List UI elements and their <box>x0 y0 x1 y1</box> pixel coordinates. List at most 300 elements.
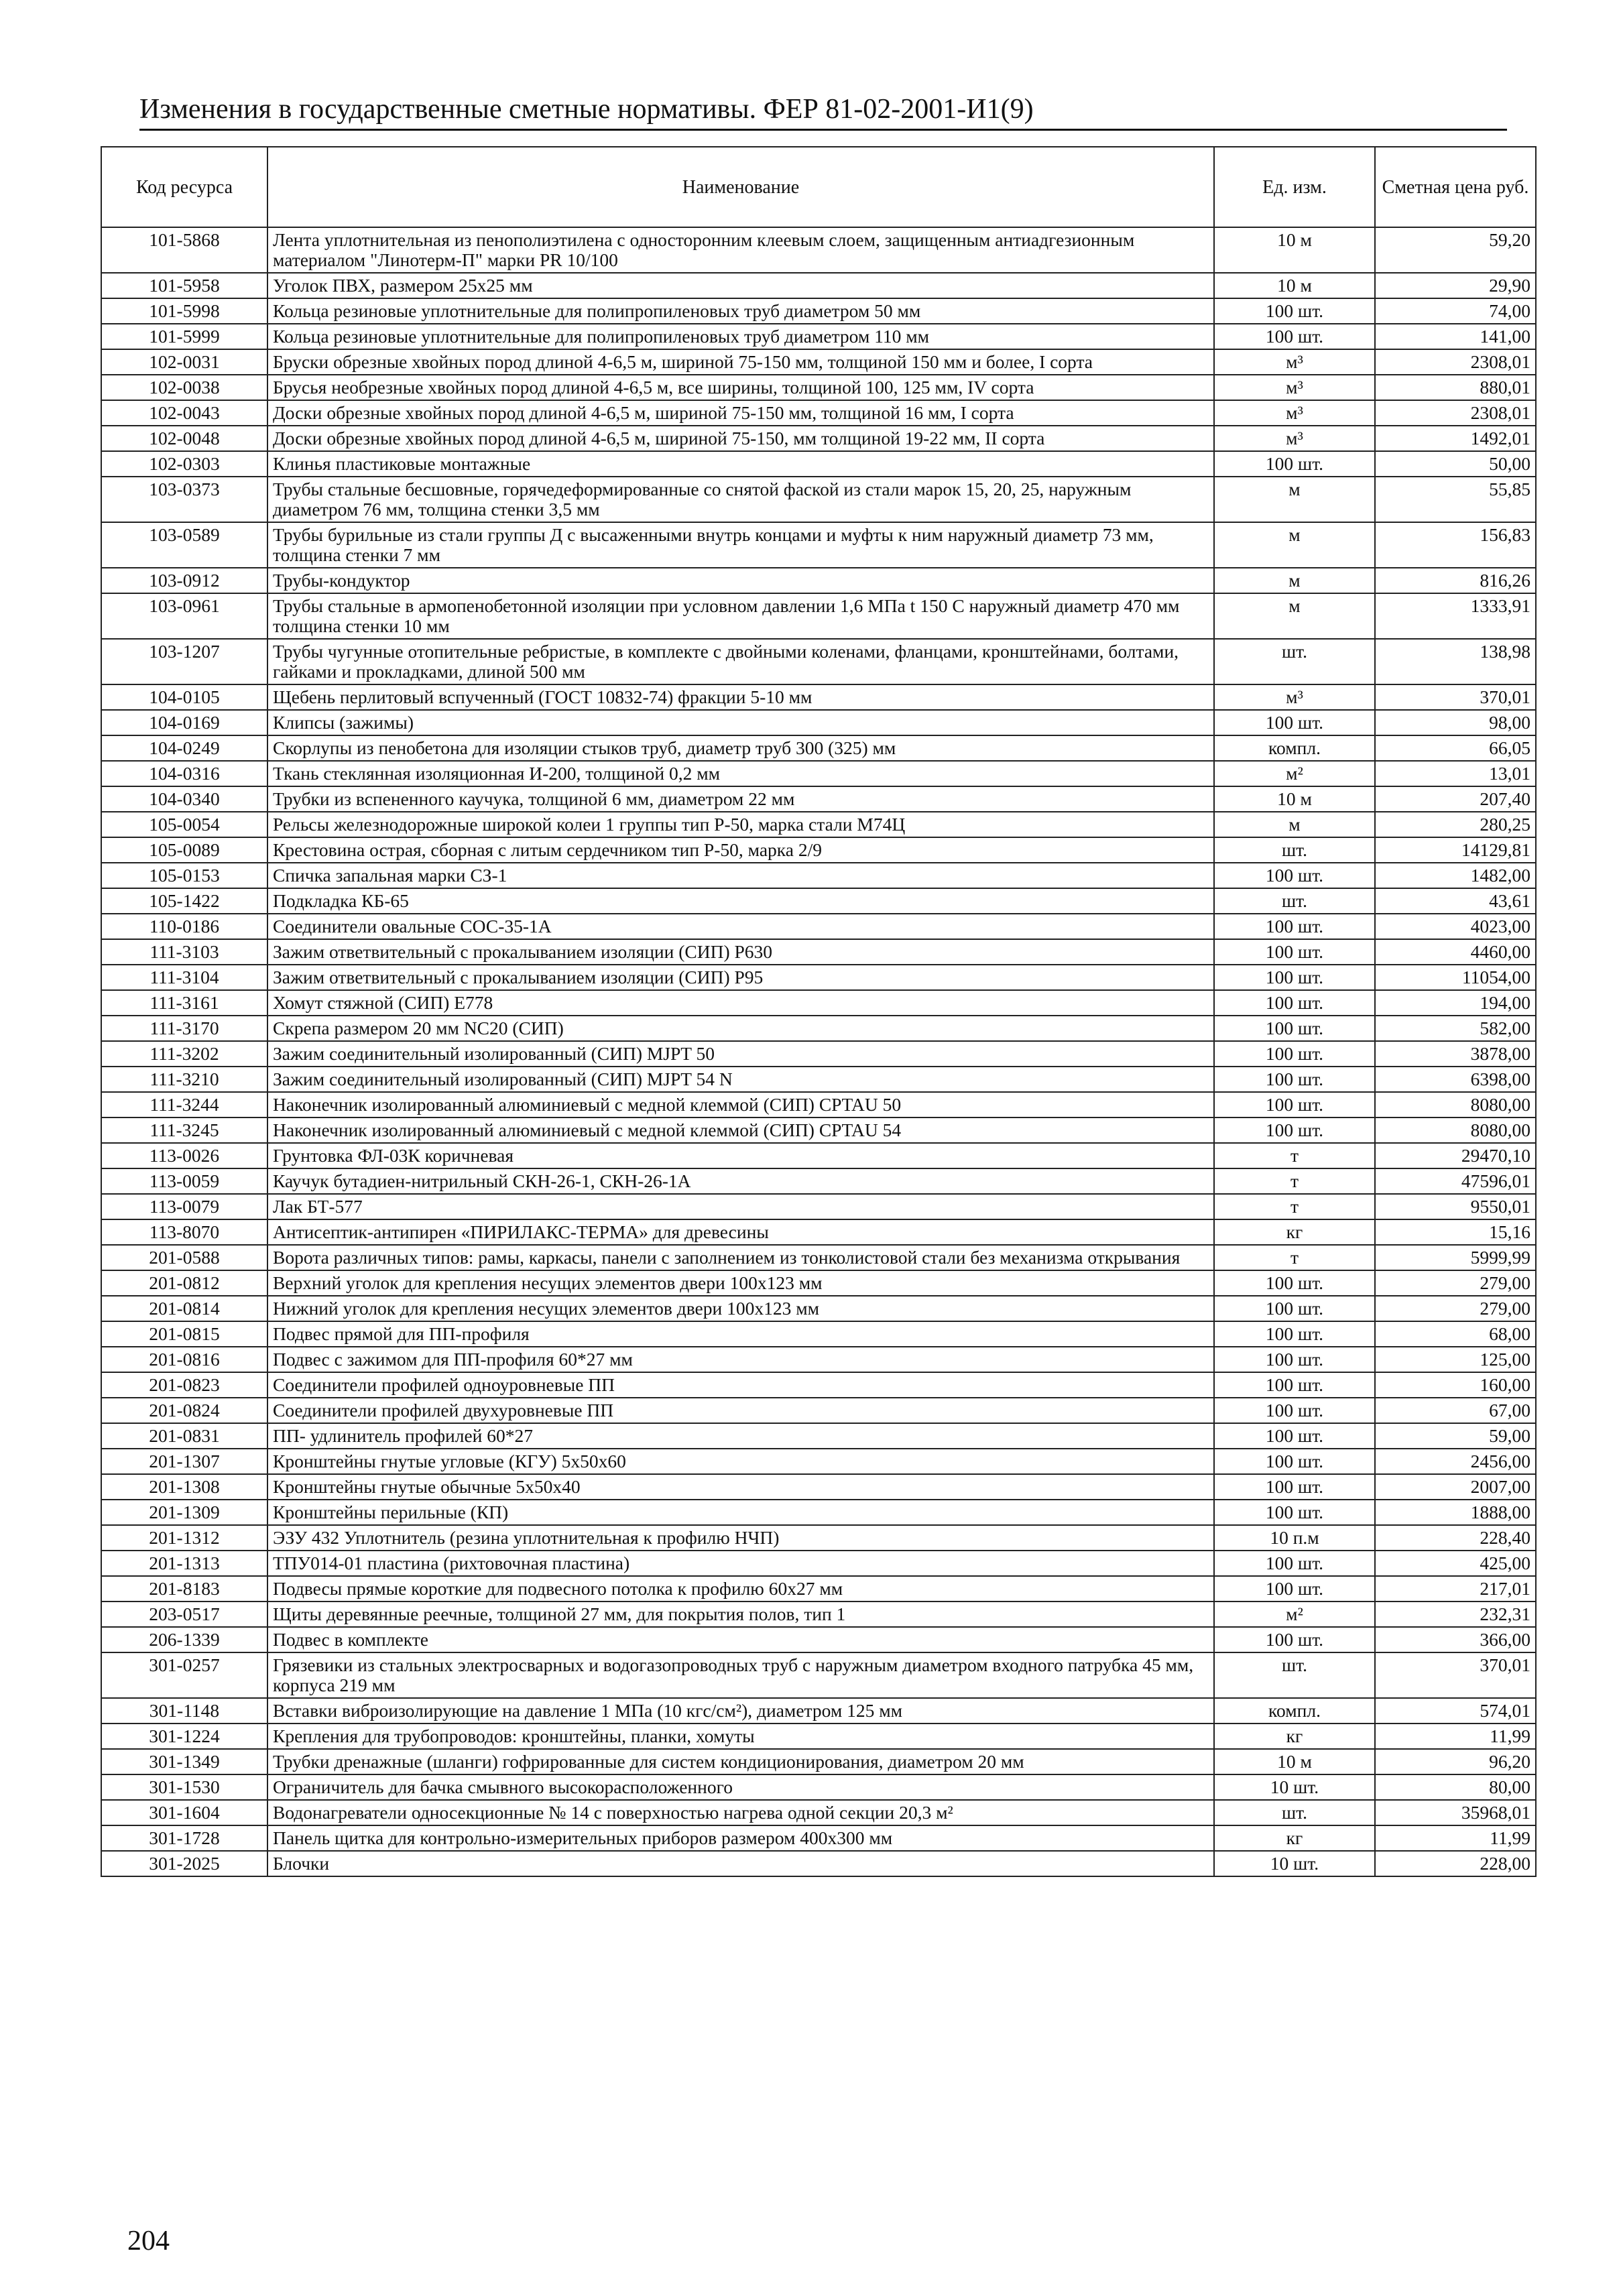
cell-price: 232,31 <box>1375 1602 1536 1627</box>
cell-unit: м <box>1214 593 1375 639</box>
cell-unit: компл. <box>1214 735 1375 761</box>
table-row <box>101 684 1536 710</box>
table-row <box>101 888 1536 914</box>
cell-name: Подвес прямой для ПП-профиля <box>267 1321 1214 1347</box>
table-row <box>101 812 1536 837</box>
cell-name: Спичка запальная марки СЗ-1 <box>267 863 1214 888</box>
cell-name: Зажим ответвительный с прокалыванием изоляции (СИП) Р95 <box>267 965 1214 990</box>
cell-name: Грунтовка ФЛ-03К коричневая <box>267 1143 1214 1168</box>
table-row <box>101 1372 1536 1398</box>
table-body <box>101 227 1536 1876</box>
cell-code: 201-0815 <box>101 1321 267 1347</box>
cell-unit: 100 шт. <box>1214 1627 1375 1652</box>
cell-unit: 100 шт. <box>1214 451 1375 477</box>
cell-code: 201-0824 <box>101 1398 267 1423</box>
cell-name: Наконечник изолированный алюминиевый с медной клеммой (СИП) CPTAU 54 <box>267 1117 1214 1143</box>
cell-name: Зажим ответвительный с прокалыванием изоляции (СИП) Р630 <box>267 939 1214 965</box>
cell-name: Лак БТ-577 <box>267 1194 1214 1219</box>
cell-name: Кольца резиновые уплотнительные для полипропиленовых труб диаметром 110 мм <box>267 324 1214 349</box>
cell-name: Соединители профилей одноуровневые ПП <box>267 1372 1214 1398</box>
cell-price: 2308,01 <box>1375 400 1536 426</box>
cell-unit: 100 шт. <box>1214 1576 1375 1602</box>
cell-name: Грязевики из стальных электросварных и водогазопроводных труб с наружным диаметром входного патрубка 45 мм, корпуса 219 мм <box>267 1652 1214 1698</box>
table-row <box>101 939 1536 965</box>
table-row <box>101 1800 1536 1825</box>
cell-price: 4460,00 <box>1375 939 1536 965</box>
table-row <box>101 1500 1536 1525</box>
cell-unit: м³ <box>1214 349 1375 375</box>
cell-price: 6398,00 <box>1375 1067 1536 1092</box>
cell-price: 11,99 <box>1375 1724 1536 1749</box>
cell-name: Водонагреватели односекционные № 14 с поверхностью нагрева одной секции 20,3 м² <box>267 1800 1214 1825</box>
cell-name: ТПУ014-01 пластина (рихтовочная пластина) <box>267 1551 1214 1576</box>
table-row <box>101 1168 1536 1194</box>
table-row <box>101 1525 1536 1551</box>
cell-price: 366,00 <box>1375 1627 1536 1652</box>
cell-price: 1333,91 <box>1375 593 1536 639</box>
table-row <box>101 761 1536 786</box>
cell-name: Скрепа размером 20 мм NC20 (СИП) <box>267 1016 1214 1041</box>
cell-name: Трубки из вспененного каучука, толщиной 6 мм, диаметром 22 мм <box>267 786 1214 812</box>
table-row <box>101 1474 1536 1500</box>
cell-code: 201-1312 <box>101 1525 267 1551</box>
table-row <box>101 568 1536 593</box>
table-row <box>101 1219 1536 1245</box>
cell-price: 8080,00 <box>1375 1092 1536 1117</box>
cell-code: 301-1728 <box>101 1825 267 1851</box>
cell-name: Трубы стальные бесшовные, горячедеформированные со снятой фаской из стали марок 15, 20, 25, наружным диаметром 76 мм, толщина стенки 3,5 мм <box>267 477 1214 522</box>
cell-code: 201-8183 <box>101 1576 267 1602</box>
cell-code: 102-0048 <box>101 426 267 451</box>
cell-unit: 100 шт. <box>1214 1449 1375 1474</box>
cell-unit: 100 шт. <box>1214 1067 1375 1092</box>
cell-code: 111-3103 <box>101 939 267 965</box>
cell-name: Трубы-кондуктор <box>267 568 1214 593</box>
cell-name: Ворота различных типов: рамы, каркасы, панели с заполнением из тонколистовой стали без механизма открывания <box>267 1245 1214 1270</box>
cell-name: Ткань стеклянная изоляционная И-200, толщиной 0,2 мм <box>267 761 1214 786</box>
cell-name: Трубки дренажные (шланги) гофрированные для систем кондиционирования, диаметром 20 мм <box>267 1749 1214 1774</box>
cell-name: Рельсы железнодорожные широкой колеи 1 группы тип Р-50, марка стали М74Ц <box>267 812 1214 837</box>
cell-code: 203-0517 <box>101 1602 267 1627</box>
cell-price: 207,40 <box>1375 786 1536 812</box>
page-header-title: Изменения в государственные сметные нормативы. ФЕР 81-02-2001-И1(9) <box>139 93 1507 131</box>
table-row <box>101 298 1536 324</box>
cell-unit: 100 шт. <box>1214 1092 1375 1117</box>
cell-code: 104-0340 <box>101 786 267 812</box>
cell-unit: компл. <box>1214 1698 1375 1724</box>
cell-code: 102-0043 <box>101 400 267 426</box>
cell-name: Крестовина острая, сборная с литым сердечником тип Р-50, марка 2/9 <box>267 837 1214 863</box>
cell-unit: 100 шт. <box>1214 1347 1375 1372</box>
table-row <box>101 1067 1536 1092</box>
page-number: 204 <box>127 2226 170 2256</box>
cell-unit: м <box>1214 812 1375 837</box>
cell-name: Трубы бурильные из стали группы Д с высаженными внутрь концами и муфты к ним наружный диаметр 73 мм, толщина стенки 7 мм <box>267 522 1214 568</box>
cell-code: 105-0153 <box>101 863 267 888</box>
cell-code: 201-0588 <box>101 1245 267 1270</box>
cell-price: 138,98 <box>1375 639 1536 684</box>
column-header-code: Код ресурса <box>101 147 267 227</box>
cell-code: 104-0316 <box>101 761 267 786</box>
cell-unit: шт. <box>1214 837 1375 863</box>
cell-code: 101-5958 <box>101 273 267 298</box>
cell-name: Вставки виброизолирующие на давление 1 МПа (10 кгс/см²), диаметром 125 мм <box>267 1698 1214 1724</box>
cell-name: Подкладка КБ-65 <box>267 888 1214 914</box>
cell-name: Скорлупы из пенобетона для изоляции стыков труб, диаметр труб 300 (325) мм <box>267 735 1214 761</box>
cell-unit: 10 м <box>1214 227 1375 273</box>
cell-name: Кольца резиновые уплотнительные для полипропиленовых труб диаметром 50 мм <box>267 298 1214 324</box>
cell-code: 301-0257 <box>101 1652 267 1698</box>
cell-code: 201-1313 <box>101 1551 267 1576</box>
cell-unit: 100 шт. <box>1214 914 1375 939</box>
cell-name: Блочки <box>267 1851 1214 1876</box>
cell-unit: м² <box>1214 1602 1375 1627</box>
table-row <box>101 227 1536 273</box>
cell-name: Кронштейны перильные (КП) <box>267 1500 1214 1525</box>
cell-price: 4023,00 <box>1375 914 1536 939</box>
table-row <box>101 639 1536 684</box>
cell-price: 43,61 <box>1375 888 1536 914</box>
table-row <box>101 1749 1536 1774</box>
cell-name: Нижний уголок для крепления несущих элементов двери 100х123 мм <box>267 1296 1214 1321</box>
cell-name: Кронштейны гнутые обычные 5х50х40 <box>267 1474 1214 1500</box>
cell-price: 880,01 <box>1375 375 1536 400</box>
cell-unit: м³ <box>1214 426 1375 451</box>
cell-code: 110-0186 <box>101 914 267 939</box>
cell-code: 201-0823 <box>101 1372 267 1398</box>
cell-unit: 10 п.м <box>1214 1525 1375 1551</box>
cell-code: 102-0303 <box>101 451 267 477</box>
cell-unit: шт. <box>1214 639 1375 684</box>
cell-code: 201-1307 <box>101 1449 267 1474</box>
cell-unit: т <box>1214 1194 1375 1219</box>
cell-code: 111-3161 <box>101 990 267 1016</box>
cell-code: 111-3245 <box>101 1117 267 1143</box>
cell-code: 103-0373 <box>101 477 267 522</box>
cell-price: 11054,00 <box>1375 965 1536 990</box>
cell-price: 50,00 <box>1375 451 1536 477</box>
cell-code: 104-0169 <box>101 710 267 735</box>
table-row <box>101 477 1536 522</box>
cell-name: Клинья пластиковые монтажные <box>267 451 1214 477</box>
cell-code: 301-2025 <box>101 1851 267 1876</box>
cell-code: 201-0816 <box>101 1347 267 1372</box>
cell-unit: 100 шт. <box>1214 1296 1375 1321</box>
cell-price: 11,99 <box>1375 1825 1536 1851</box>
cell-name: Хомут стяжной (СИП) Е778 <box>267 990 1214 1016</box>
cell-name: Щебень перлитовый вспученный (ГОСТ 10832-74) фракции 5-10 мм <box>267 684 1214 710</box>
cell-unit: кг <box>1214 1825 1375 1851</box>
cell-price: 35968,01 <box>1375 1800 1536 1825</box>
cell-unit: 100 шт. <box>1214 1041 1375 1067</box>
cell-price: 80,00 <box>1375 1774 1536 1800</box>
table-row <box>101 1652 1536 1698</box>
cell-price: 68,00 <box>1375 1321 1536 1347</box>
cell-name: Зажим соединительный изолированный (СИП) MJPT 50 <box>267 1041 1214 1067</box>
cell-name: Крепления для трубопроводов: кронштейны, планки, хомуты <box>267 1724 1214 1749</box>
cell-code: 103-1207 <box>101 639 267 684</box>
cell-unit: м <box>1214 477 1375 522</box>
cell-unit: 100 шт. <box>1214 1398 1375 1423</box>
column-header-price: Сметная цена руб. <box>1375 147 1536 227</box>
cell-price: 59,00 <box>1375 1423 1536 1449</box>
cell-code: 113-8070 <box>101 1219 267 1245</box>
table-row <box>101 426 1536 451</box>
cell-price: 29470,10 <box>1375 1143 1536 1168</box>
cell-code: 101-5998 <box>101 298 267 324</box>
cell-code: 113-0059 <box>101 1168 267 1194</box>
cell-name: Доски обрезные хвойных пород длиной 4-6,5 м, шириной 75-150, мм толщиной 19-22 мм, II сорта <box>267 426 1214 451</box>
cell-price: 279,00 <box>1375 1296 1536 1321</box>
table-row <box>101 965 1536 990</box>
cell-price: 15,16 <box>1375 1219 1536 1245</box>
cell-price: 96,20 <box>1375 1749 1536 1774</box>
cell-price: 55,85 <box>1375 477 1536 522</box>
table-row <box>101 1627 1536 1652</box>
cell-unit: 10 шт. <box>1214 1851 1375 1876</box>
cell-code: 111-3202 <box>101 1041 267 1067</box>
table-row <box>101 522 1536 568</box>
cell-price: 47596,01 <box>1375 1168 1536 1194</box>
cell-code: 105-1422 <box>101 888 267 914</box>
table-row <box>101 1041 1536 1067</box>
cell-code: 103-0961 <box>101 593 267 639</box>
cell-price: 1888,00 <box>1375 1500 1536 1525</box>
table-row <box>101 1117 1536 1143</box>
cell-name: Антисептик-антипирен «ПИРИЛАКС-ТЕРМА» для древесины <box>267 1219 1214 1245</box>
table-row <box>101 400 1536 426</box>
cell-price: 2007,00 <box>1375 1474 1536 1500</box>
table-row <box>101 324 1536 349</box>
cell-code: 103-0589 <box>101 522 267 568</box>
cell-unit: 100 шт. <box>1214 965 1375 990</box>
cell-unit: 100 шт. <box>1214 1016 1375 1041</box>
cell-price: 582,00 <box>1375 1016 1536 1041</box>
cell-unit: 10 шт. <box>1214 1774 1375 1800</box>
table-row <box>101 1092 1536 1117</box>
cell-unit: 100 шт. <box>1214 1270 1375 1296</box>
cell-code: 301-1530 <box>101 1774 267 1800</box>
cell-name: Доски обрезные хвойных пород длиной 4-6,5 м, шириной 75-150 мм, толщиной 16 мм, I сорта <box>267 400 1214 426</box>
cell-unit: м³ <box>1214 684 1375 710</box>
table-row <box>101 1551 1536 1576</box>
cell-name: Ограничитель для бачка смывного высокорасположенного <box>267 1774 1214 1800</box>
cell-price: 29,90 <box>1375 273 1536 298</box>
table-row <box>101 349 1536 375</box>
cell-unit: т <box>1214 1143 1375 1168</box>
cell-unit: м³ <box>1214 400 1375 426</box>
cell-unit: 10 м <box>1214 273 1375 298</box>
cell-unit: 100 шт. <box>1214 1474 1375 1500</box>
table-row <box>101 375 1536 400</box>
table-row <box>101 1270 1536 1296</box>
cell-unit: 100 шт. <box>1214 863 1375 888</box>
cell-unit: 100 шт. <box>1214 990 1375 1016</box>
cell-price: 217,01 <box>1375 1576 1536 1602</box>
cell-price: 370,01 <box>1375 1652 1536 1698</box>
cell-unit: шт. <box>1214 888 1375 914</box>
cell-unit: кг <box>1214 1724 1375 1749</box>
cell-unit: м <box>1214 568 1375 593</box>
column-header-name: Наименование <box>267 147 1214 227</box>
cell-code: 111-3170 <box>101 1016 267 1041</box>
cell-name: Подвес в комплекте <box>267 1627 1214 1652</box>
table-row <box>101 1194 1536 1219</box>
cell-price: 5999,99 <box>1375 1245 1536 1270</box>
cell-price: 574,01 <box>1375 1698 1536 1724</box>
cell-unit: 10 м <box>1214 1749 1375 1774</box>
cell-price: 59,20 <box>1375 227 1536 273</box>
cell-name: Подвесы прямые короткие для подвесного потолка к профилю 60х27 мм <box>267 1576 1214 1602</box>
cell-price: 1492,01 <box>1375 426 1536 451</box>
cell-price: 2308,01 <box>1375 349 1536 375</box>
cell-unit: м <box>1214 522 1375 568</box>
cell-code: 301-1349 <box>101 1749 267 1774</box>
table-row <box>101 863 1536 888</box>
cell-price: 194,00 <box>1375 990 1536 1016</box>
cell-code: 111-3104 <box>101 965 267 990</box>
cell-name: Клипсы (зажимы) <box>267 710 1214 735</box>
table-row <box>101 1602 1536 1627</box>
cell-price: 279,00 <box>1375 1270 1536 1296</box>
cell-code: 301-1604 <box>101 1800 267 1825</box>
table-row <box>101 1449 1536 1474</box>
cell-price: 125,00 <box>1375 1347 1536 1372</box>
cell-price: 228,40 <box>1375 1525 1536 1551</box>
cell-price: 2456,00 <box>1375 1449 1536 1474</box>
cell-name: Каучук бутадиен-нитрильный СКН-26-1, СКН-26-1А <box>267 1168 1214 1194</box>
table-row <box>101 273 1536 298</box>
table-row <box>101 990 1536 1016</box>
table-row <box>101 914 1536 939</box>
cell-price: 160,00 <box>1375 1372 1536 1398</box>
cell-name: ПП- удлинитель профилей 60*27 <box>267 1423 1214 1449</box>
table-row <box>101 1321 1536 1347</box>
cell-price: 280,25 <box>1375 812 1536 837</box>
cell-code: 201-0812 <box>101 1270 267 1296</box>
cell-unit: 100 шт. <box>1214 1321 1375 1347</box>
cell-code: 103-0912 <box>101 568 267 593</box>
table-row <box>101 593 1536 639</box>
table-row <box>101 1296 1536 1321</box>
table-row <box>101 786 1536 812</box>
cell-code: 101-5999 <box>101 324 267 349</box>
cell-code: 111-3210 <box>101 1067 267 1092</box>
cell-name: ЭЗУ 432 Уплотнитель (резина уплотнительная к профилю НЧП) <box>267 1525 1214 1551</box>
table-row <box>101 1825 1536 1851</box>
table-row <box>101 1851 1536 1876</box>
cell-code: 206-1339 <box>101 1627 267 1652</box>
cell-unit: 100 шт. <box>1214 1423 1375 1449</box>
cell-name: Бруски обрезные хвойных пород длиной 4-6,5 м, шириной 75-150 мм, толщиной 150 мм и более, I сорта <box>267 349 1214 375</box>
table-row <box>101 1245 1536 1270</box>
table-row <box>101 837 1536 863</box>
cell-price: 370,01 <box>1375 684 1536 710</box>
table-row <box>101 1774 1536 1800</box>
cell-code: 201-0814 <box>101 1296 267 1321</box>
cell-code: 102-0038 <box>101 375 267 400</box>
cell-unit: 100 шт. <box>1214 298 1375 324</box>
cell-name: Наконечник изолированный алюминиевый с медной клеммой (СИП) CPTAU 50 <box>267 1092 1214 1117</box>
cell-unit: 100 шт. <box>1214 324 1375 349</box>
cell-code: 201-1309 <box>101 1500 267 1525</box>
cell-price: 74,00 <box>1375 298 1536 324</box>
cell-unit: 10 м <box>1214 786 1375 812</box>
cell-name: Панель щитка для контрольно-измерительных приборов размером 400х300 мм <box>267 1825 1214 1851</box>
cell-price: 228,00 <box>1375 1851 1536 1876</box>
cell-code: 104-0105 <box>101 684 267 710</box>
cell-name: Трубы стальные в армопенобетонной изоляции при условном давлении 1,6 МПа t 150 С наружный диаметр 470 мм толщина стенки 10 мм <box>267 593 1214 639</box>
cell-unit: шт. <box>1214 1652 1375 1698</box>
cell-unit: 100 шт. <box>1214 939 1375 965</box>
cell-name: Уголок ПВХ, размером 25х25 мм <box>267 273 1214 298</box>
cell-name: Соединители профилей двухуровневые ПП <box>267 1398 1214 1423</box>
table-row <box>101 451 1536 477</box>
cell-code: 101-5868 <box>101 227 267 273</box>
cell-code: 201-0831 <box>101 1423 267 1449</box>
cell-price: 13,01 <box>1375 761 1536 786</box>
cell-unit: т <box>1214 1168 1375 1194</box>
cell-unit: т <box>1214 1245 1375 1270</box>
cell-name: Брусья необрезные хвойных пород длиной 4-6,5 м, все ширины, толщиной 100, 125 мм, IV сорта <box>267 375 1214 400</box>
cell-price: 3878,00 <box>1375 1041 1536 1067</box>
cell-price: 1482,00 <box>1375 863 1536 888</box>
cell-price: 14129,81 <box>1375 837 1536 863</box>
cell-code: 105-0054 <box>101 812 267 837</box>
cell-code: 105-0089 <box>101 837 267 863</box>
cell-price: 98,00 <box>1375 710 1536 735</box>
cell-unit: шт. <box>1214 1800 1375 1825</box>
cell-name: Верхний уголок для крепления несущих элементов двери 100х123 мм <box>267 1270 1214 1296</box>
table-row <box>101 710 1536 735</box>
cell-price: 141,00 <box>1375 324 1536 349</box>
cell-code: 104-0249 <box>101 735 267 761</box>
cell-price: 8080,00 <box>1375 1117 1536 1143</box>
table-row <box>101 735 1536 761</box>
cell-unit: 100 шт. <box>1214 1500 1375 1525</box>
cell-unit: 100 шт. <box>1214 710 1375 735</box>
cell-unit: м³ <box>1214 375 1375 400</box>
cell-price: 816,26 <box>1375 568 1536 593</box>
cell-name: Подвес с зажимом для ПП-профиля 60*27 мм <box>267 1347 1214 1372</box>
table-row <box>101 1143 1536 1168</box>
cell-code: 111-3244 <box>101 1092 267 1117</box>
cell-name: Лента уплотнительная из пенополиэтилена с односторонним клеевым слоем, защищенным антиадгезионным материалом "Линотерм-П" марки PR 10/100 <box>267 227 1214 273</box>
cell-code: 301-1224 <box>101 1724 267 1749</box>
cell-price: 9550,01 <box>1375 1194 1536 1219</box>
cell-price: 425,00 <box>1375 1551 1536 1576</box>
table-row <box>101 1347 1536 1372</box>
cell-name: Зажим соединительный изолированный (СИП) MJPT 54 N <box>267 1067 1214 1092</box>
cell-name: Щиты деревянные реечные, толщиной 27 мм, для покрытия полов, тип 1 <box>267 1602 1214 1627</box>
table-row <box>101 1698 1536 1724</box>
cell-unit: м² <box>1214 761 1375 786</box>
cell-code: 113-0026 <box>101 1143 267 1168</box>
cell-name: Соединители овальные СОС-35-1А <box>267 914 1214 939</box>
cell-name: Кронштейны гнутые угловые (КГУ) 5х50х60 <box>267 1449 1214 1474</box>
cell-price: 67,00 <box>1375 1398 1536 1423</box>
table-row <box>101 1576 1536 1602</box>
table-header-row <box>101 147 1536 227</box>
cell-price: 156,83 <box>1375 522 1536 568</box>
table-row <box>101 1016 1536 1041</box>
cell-code: 301-1148 <box>101 1698 267 1724</box>
cell-unit: кг <box>1214 1219 1375 1245</box>
cell-code: 113-0079 <box>101 1194 267 1219</box>
cell-code: 102-0031 <box>101 349 267 375</box>
cell-name: Трубы чугунные отопительные ребристые, в комплекте с двойными коленами, фланцами, кронштейнами, болтами, гайками и прокладками, длиной 500 мм <box>267 639 1214 684</box>
column-header-unit: Ед. изм. <box>1214 147 1375 227</box>
